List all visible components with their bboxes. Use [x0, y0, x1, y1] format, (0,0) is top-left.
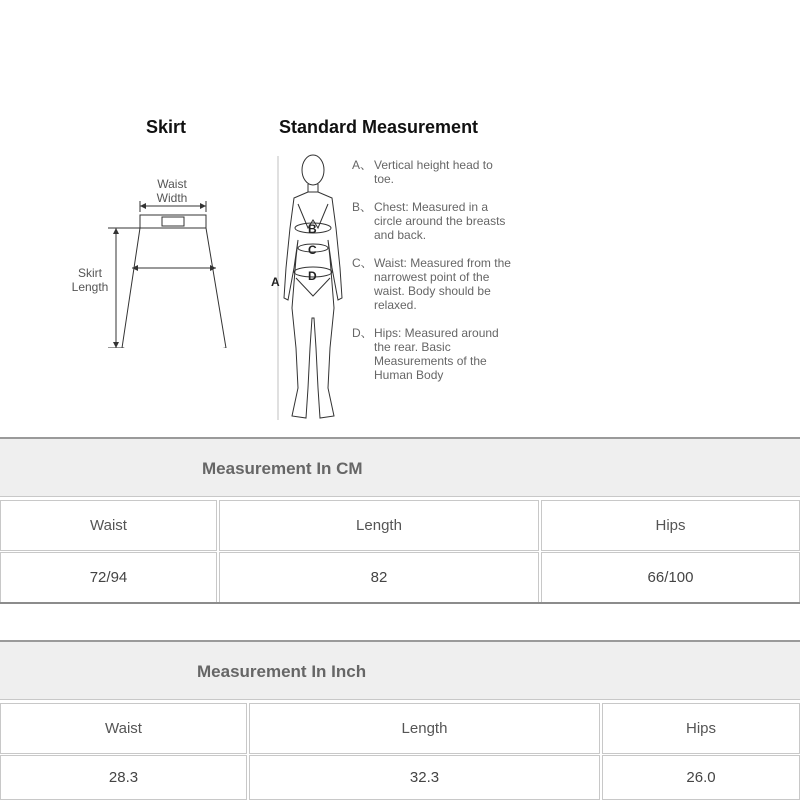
inch-header-row [0, 703, 800, 754]
cm-header-row [0, 500, 800, 551]
cm-col-length: Length [219, 500, 539, 551]
figure-letter-c: C [308, 243, 317, 257]
legend-item-c [352, 256, 512, 312]
legend-text: Chest: Measured in a circle around the breasts and back. [374, 200, 506, 242]
figure-letter-d: D [308, 269, 317, 283]
cm-value-hips: 66/100 [541, 552, 800, 603]
legend-letter: B、 [352, 200, 373, 214]
cm-col-hips: Hips [541, 500, 800, 551]
figure-letter-b: B [308, 222, 317, 236]
legend-text: Vertical height head to toe. [374, 158, 493, 186]
legend-letter: D、 [352, 326, 373, 340]
cm-value-length: 82 [219, 552, 539, 603]
cm-table-bottom-rule [0, 602, 800, 604]
inch-col-waist: Waist [0, 703, 247, 754]
legend-text: Waist: Measured from the narrowest point of the waist. Body should be relaxed. [374, 256, 511, 312]
inch-col-hips: Hips [602, 703, 800, 754]
cm-table-title: Measurement In CM [202, 459, 363, 478]
body-figure [268, 148, 358, 428]
legend-item-b [352, 200, 512, 242]
inch-table-header [0, 640, 800, 700]
inch-table-title: Measurement In Inch [197, 662, 367, 681]
cm-value-row [0, 552, 800, 603]
inch-value-length: 32.3 [249, 755, 600, 800]
skirt-length-label: Skirt Length [71, 266, 109, 294]
standard-measurement-title: Standard Measurement [279, 117, 479, 137]
legend-item-d [352, 326, 512, 382]
inch-col-length: Length [249, 703, 600, 754]
skirt-title: Skirt [146, 117, 187, 137]
skirt-drawing [98, 198, 238, 348]
inch-value-waist: 28.3 [0, 755, 247, 800]
legend-text: Hips: Measured around the rear. Basic Measurements of the Human Body [374, 326, 499, 382]
legend-letter: C、 [352, 256, 373, 270]
inch-value-hips: 26.0 [602, 755, 800, 800]
waist-width-label: Waist Width [156, 177, 188, 205]
cm-col-waist: Waist [0, 500, 217, 551]
legend-letter: A、 [352, 158, 373, 172]
measurement-legend [352, 158, 512, 396]
legend-item-a [352, 158, 512, 186]
inch-value-row [0, 755, 800, 800]
figure-letter-a: A [271, 275, 280, 289]
cm-value-waist: 72/94 [0, 552, 217, 603]
cm-table-header [0, 437, 800, 497]
